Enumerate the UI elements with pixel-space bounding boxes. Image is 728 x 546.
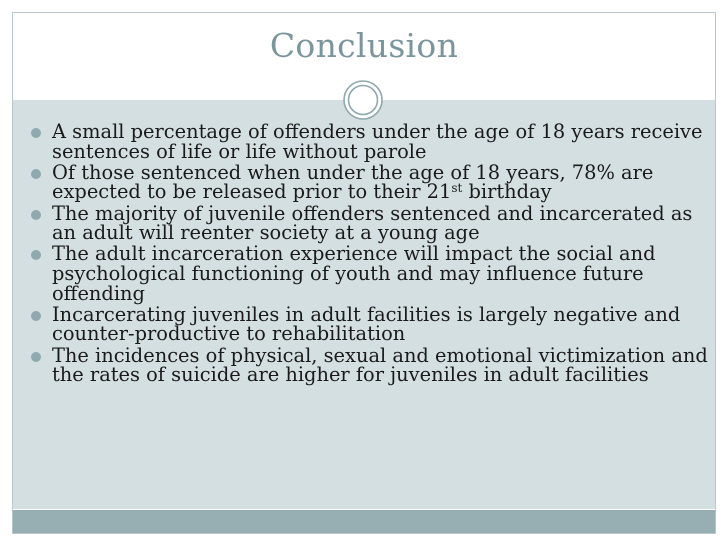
- round-bullet-icon: [31, 250, 41, 260]
- round-bullet-icon: [31, 169, 41, 179]
- round-bullet-icon: [31, 128, 41, 138]
- footer-band: [13, 510, 715, 533]
- bullet-text-start: Of those sentenced when under the age of 18 years, 78% are expected to be released prior to their 21: [52, 160, 654, 204]
- slide-title: Conclusion: [269, 26, 459, 65]
- superscript: st: [451, 181, 463, 196]
- round-bullet-icon: [31, 311, 41, 321]
- concentric-circle-ornament-icon: [343, 80, 383, 120]
- list-item: [30, 201, 710, 245]
- bullet-text: The majority of juvenile offenders sentenced and incarcerated as an adult will reenter society at a young age: [52, 201, 693, 245]
- list-item: [30, 244, 710, 303]
- list-item: [30, 122, 710, 161]
- bullet-list: [30, 122, 710, 386]
- bullet-text: The adult incarceration experience will impact the social and psychological functioning of youth and may influence future offending: [52, 242, 656, 305]
- list-item: [30, 302, 710, 346]
- bullet-text-end: birthday: [462, 180, 552, 204]
- round-bullet-icon: [31, 210, 41, 220]
- bullet-text: A small percentage of offenders under the age of 18 years receive sentences of life or life without parole: [52, 120, 703, 163]
- bullet-text: Incarcerating juveniles in adult facilities is largely negative and counter-productive to rehabilitation: [52, 302, 681, 346]
- bullet-text: The incidences of physical, sexual and emotional victimization and the rates of suicide are higher for juveniles in adult facilities: [52, 343, 708, 387]
- bullet-text: [52, 161, 653, 204]
- list-item: [30, 160, 710, 204]
- list-item: [30, 343, 710, 387]
- round-bullet-icon: [31, 352, 41, 362]
